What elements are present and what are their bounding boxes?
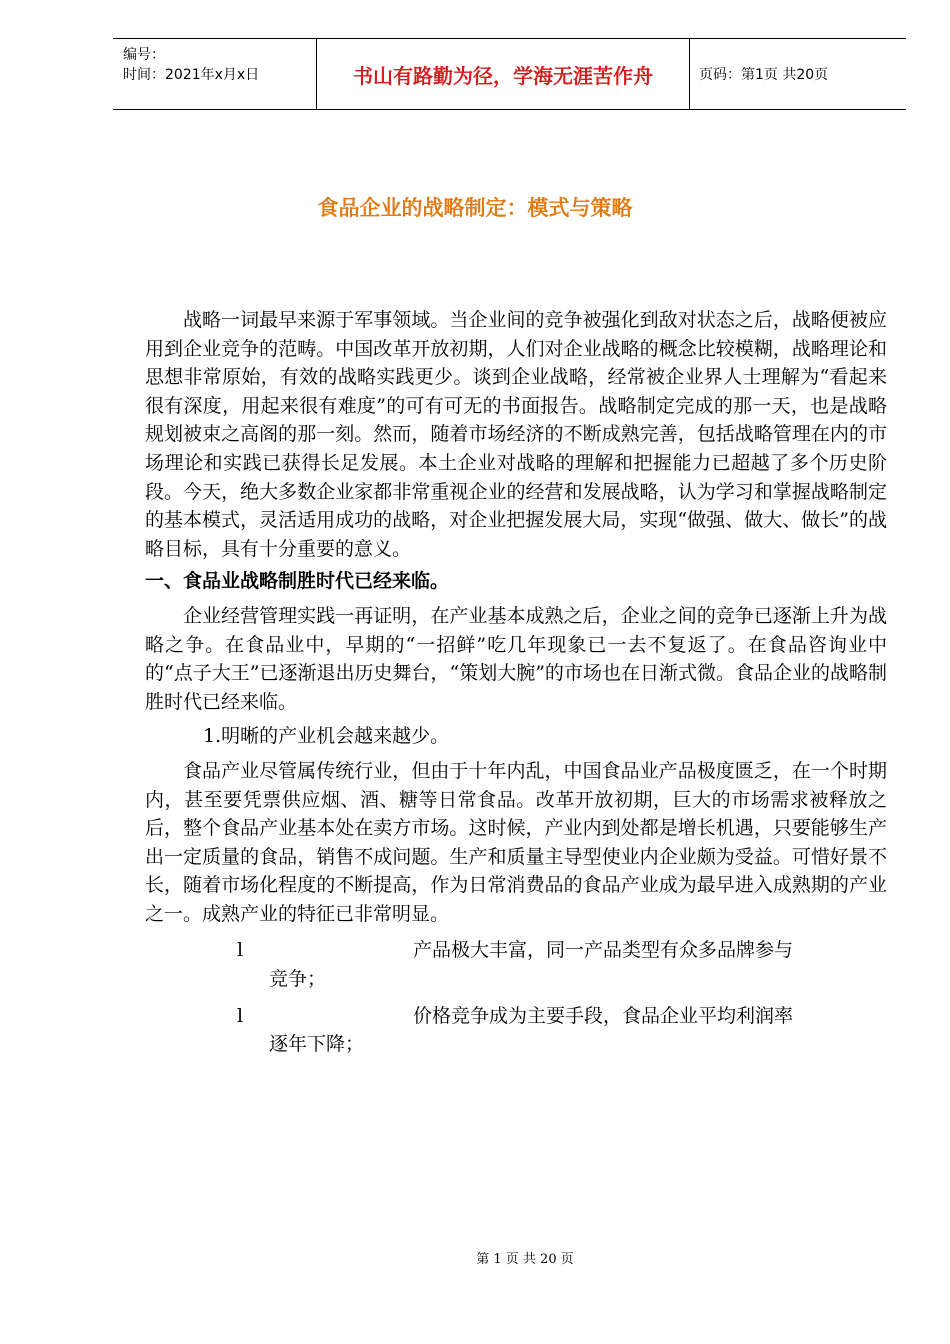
bullet-mark: l — [237, 939, 244, 962]
time-label: 时间：2021年x月x日 — [123, 67, 260, 83]
list-item-text: 产品极大丰富，同一产品类型有众多品牌参与 — [413, 939, 794, 962]
serial-label: 编号： — [123, 47, 165, 63]
paragraph: 企业经营管理实践一再证明，在产业基本成熟之后，企业之间的竞争已逐渐上升为战略之争。在食品业中，早期的“一招鲜”吃几年现象已一去不复返了。在食品咨询业中的“点子大王”已逐渐退出历史舞台，“策划大腕”的市场也在日渐式微。食品企业的战略制胜时代已经来临。 — [145, 604, 887, 713]
bullet-mark: l — [237, 1004, 244, 1027]
list-item — [145, 936, 887, 993]
list-item — [145, 1002, 887, 1059]
header-table — [113, 38, 906, 110]
header-meta — [123, 45, 259, 85]
list-item-text: 逐年下降； — [269, 1033, 365, 1056]
header-motto: 书山有路勤为径，学海无涯苦作舟 — [353, 63, 653, 88]
header-page-info: 页码：第1页 共20页 — [699, 67, 829, 83]
list-item-text: 竞争； — [269, 968, 327, 991]
header-divider — [689, 39, 690, 109]
section-heading: 一、食品业战略制胜时代已经来临。 — [145, 570, 450, 593]
paragraph: 战略一词最早来源于军事领域。当企业间的竞争被强化到敌对状态之后，战略便被应用到企业竞争的范畴。中国改革开放初期，人们对企业战略的概念比较模糊，战略理论和思想非常原始，有效的战略实践更少。谈到企业战略，经常被企业界人士理解为“看起来很有深度，用起来很有难度”的可有可无的书面报告。战略制定完成的那一天，也是战略规划被束之高阁的那一刻。然而，随着市场经济的不断成熟完善，包括战略管理在内的市场理论和实践已获得长足发展。本土企业对战略的理解和把握能力已超越了多个历史阶段。今天，绝大多数企业家都非常重视企业的经营和发展战略，认为学习和掌握战略制定的基本模式，灵活适用成功的战略，对企业把握发展大局，实现“做强、做大、做长”的战略目标，具有十分重要的意义。 — [145, 309, 887, 560]
list-item-text: 价格竞争成为主要手段，食品企业平均利润率 — [413, 1004, 794, 1027]
page-footer: 第 1 页 共 20 页 — [476, 1252, 574, 1267]
document-title: 食品企业的战略制定：模式与策略 — [317, 196, 633, 220]
subsection-heading: 1.明晰的产业机会越来越少。 — [203, 725, 450, 748]
paragraph: 食品产业尽管属传统行业，但由于十年内乱，中国食品业产品极度匮乏，在一个时期内，甚至要凭票供应烟、酒、糖等日常食品。改革开放初期，巨大的市场需求被释放之后，整个食品产业基本处在卖方市场。这时候，产业内到处都是增长机遇，只要能够生产出一定质量的食品，销售不成问题。生产和质量主导型使业内企业颇为受益。可惜好景不长，随着市场化程度的不断提高，作为日常消费品的食品产业成为最早进入成熟期的产业之一。成熟产业的特征已非常明显。 — [145, 759, 887, 925]
document-body — [145, 306, 887, 1059]
